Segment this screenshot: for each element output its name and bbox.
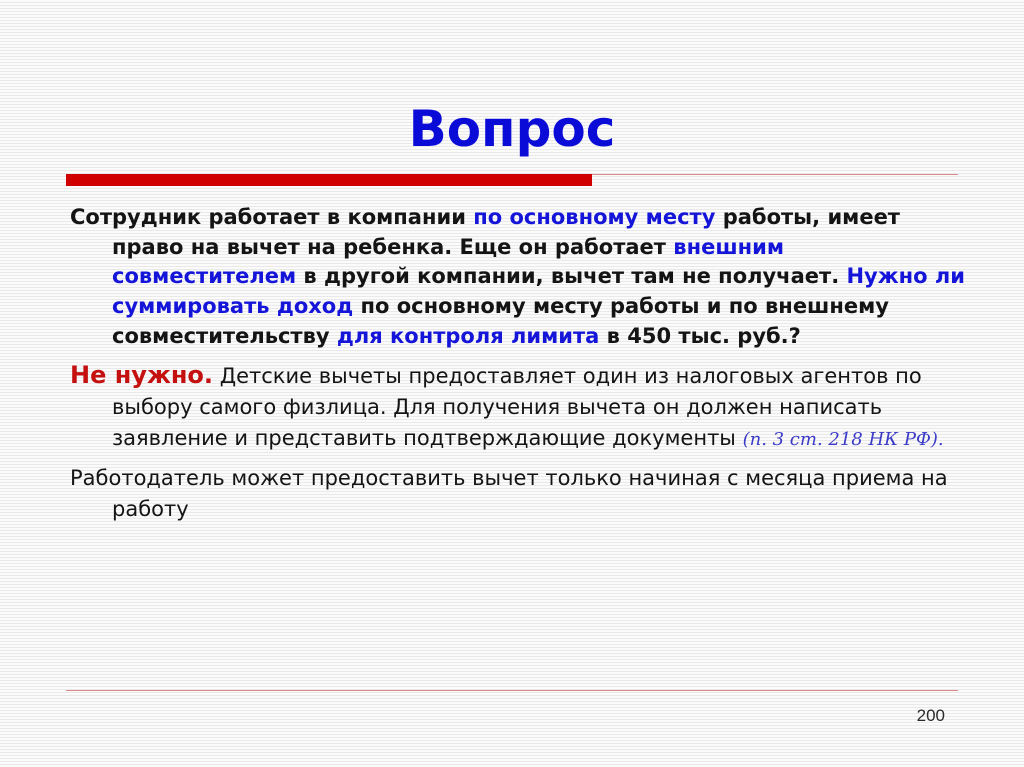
page-number: 200 <box>916 706 945 725</box>
note-paragraph: Работодатель может предоставить вычет только начиная с месяца приема на работу <box>70 465 948 521</box>
answer-paragraph <box>70 360 970 455</box>
law-reference: (п. 3 ст. 218 НК РФ). <box>742 428 944 450</box>
question-segment: в 450 тыс. руб.? <box>599 323 801 348</box>
footer-divider <box>66 690 958 691</box>
answer-body: Детские вычеты предоставляет один из налоговых агентов по выбору самого физлица. Для получения вычета он должен написать заявление и представить подтверждающие документы <box>112 363 922 450</box>
title-underline-bar <box>66 174 592 186</box>
slide-title: Вопрос <box>408 100 616 158</box>
question-segment: работы, имеет право на вычет на ребенка. Еще он работает <box>112 205 900 259</box>
title-underline-thin-line <box>592 174 958 175</box>
question-highlight: по основному месту <box>473 205 716 229</box>
question-segment: в другой компании, вычет там не получает. <box>296 264 847 289</box>
question-highlight: для контроля лимита <box>336 323 600 348</box>
question-segment: Сотрудник работает в компании <box>70 205 474 229</box>
question-segment: по основному месту работы и по внешнему совместительству <box>112 294 889 348</box>
question-highlight: внешним совместителем <box>112 234 785 289</box>
question-highlight: Нужно ли суммировать доход <box>112 264 965 319</box>
question-paragraph <box>70 203 970 352</box>
slide-content <box>70 203 970 525</box>
answer-lead: Не нужно. <box>70 360 214 389</box>
